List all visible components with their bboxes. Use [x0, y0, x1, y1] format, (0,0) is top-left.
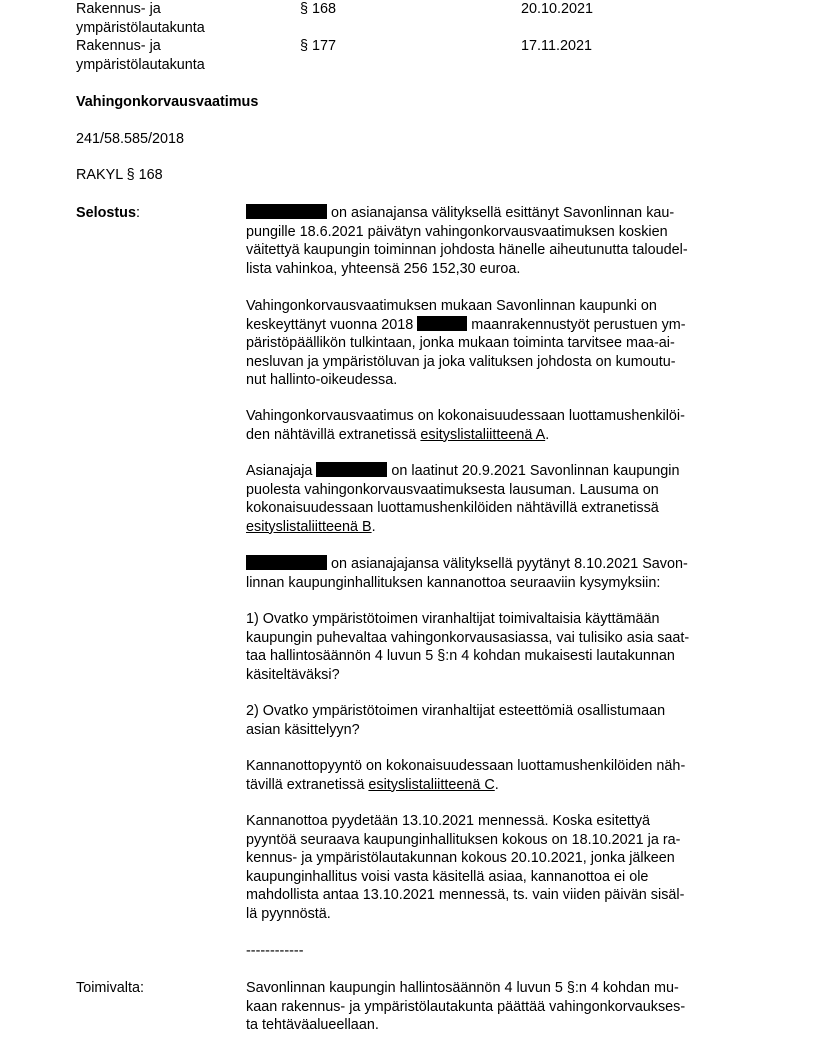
reference-number: 241/58.585/2018 — [76, 131, 185, 147]
rakyl-reference: RAKYL § 168 — [76, 167, 163, 183]
toimivalta-label: Toimivalta: — [76, 980, 144, 996]
decision-body-line: ympäristölautakunta — [76, 56, 205, 73]
question-1: 1) Ovatko ympäristötoimen viranhaltijat toimivaltaisia käyttämään kaupungin puhevaltaa vahingonkorvausasiassa, vai tulisiko asia saat- taa hallintosäännön 4 luvun 5 §:n 4 kohdan mukaisesti lautakunnan käsiteltäväksi? — [246, 611, 690, 683]
attachment-a-link[interactable]: esityslistaliitteenä A — [420, 426, 546, 443]
paragraph-attachment-a: Vahingonkorvausvaatimus on kokonaisuudessaan luottamushenkilöi- den nähtävillä extranetissä esityslistaliitteenä A. — [246, 408, 685, 443]
redacted-name — [246, 204, 327, 219]
attachment-b-link[interactable]: esityslistaliitteenä B — [246, 518, 372, 535]
decision-body-line: Rakennus- ja — [76, 1, 161, 17]
paragraph-attachment-c: Kannanottopyyntö on kokonaisuudessaan luottamushenkilöiden näh- tävillä extranetissä esityslistaliitteenä C. — [246, 758, 686, 793]
redacted-name — [246, 555, 327, 570]
decision-body-line: Rakennus- ja — [76, 38, 161, 54]
page-title: Vahingonkorvausvaatimus — [76, 94, 259, 110]
decision-date-2: 17.11.2021 — [521, 38, 592, 54]
paragraph-claim: on asianajansa välityksellä esittänyt Savonlinnan kau- pungille 18.6.2021 päivätyn vahingonkorvausvaatimuksen koskien väitettyä kaupungin toiminnan johdosta hänelle aiheutunutta taloudel- lista vahinkoa, yhteensä 256 152,30 euroa. — [246, 205, 688, 277]
selostus-label-text: Selostus — [76, 205, 136, 221]
redacted-name — [417, 316, 467, 331]
question-2: 2) Ovatko ympäristötoimen viranhaltijat esteettömiä osallistumaan asian käsittelyyn? — [246, 703, 666, 738]
decision-body-line: ympäristölautakunta — [76, 19, 205, 36]
paragraph-request: on asianajajansa välityksellä pyytänyt 8.10.2021 Savon- linnan kaupunginhallituksen kannanottoa seuraaviin kysymyksiin: — [246, 556, 688, 591]
paragraph-statement: Asianajaja on laatinut 20.9.2021 Savonlinnan kaupungin puolesta vahingonkorvausvaatimuksesta lausuman. Lausuma on kokonaisuudessaan luottamushenkilöiden nähtävillä extranetissä esityslistaliitteenä B. — [246, 463, 680, 535]
decision-section-2: § 177 — [300, 38, 337, 54]
decision-date-1: 20.10.2021 — [521, 1, 594, 17]
decision-body-1 — [76, 0, 205, 37]
paragraph-claim-details: Vahingonkorvausvaatimuksen mukaan Savonlinnan kaupunki on keskeyttänyt vuonna 2018 maanrakennustyöt perustuen ym- päristöpäällikön tulkintaan, jonka mukaan toiminta tarvitsee maa-ai- nesluvan ja ympäristöluvan ja joka valituksen johdosta on kumoutu- nut hallinto-oikeudessa. — [246, 298, 686, 388]
paragraph-authority: Savonlinnan kaupungin hallintosäännön 4 luvun 5 §:n 4 kohdan mu- kaan rakennus- ja ympäristölautakunta päättää vahingonkorvaukses- ta tehtäväalueellaan. — [246, 980, 686, 1033]
paragraph-deadline: Kannanottoa pyydetään 13.10.2021 mennessä. Koska esitettyä pyyntöä seuraava kaupunginhallituksen kokous on 18.10.2021 ja ra- kennus- ja ympäristölautakunnan kokous 20.10.2021, jonka jälkeen kaupunginhallitus voisi vasta käsitellä asiaa, kannanottoa ei ole mahdollista antaa 13.10.2021 mennessä, ts. vain viiden päivän sisäl- lä pyynnöstä. — [246, 813, 685, 922]
attachment-c-link[interactable]: esityslistaliitteenä C — [368, 776, 495, 793]
redacted-name — [316, 462, 387, 477]
decision-section-1: § 168 — [300, 1, 337, 17]
selostus-label — [76, 204, 140, 223]
decision-body-2 — [76, 37, 205, 74]
separator: ------------ — [246, 943, 304, 959]
selostus-colon: : — [135, 205, 140, 221]
